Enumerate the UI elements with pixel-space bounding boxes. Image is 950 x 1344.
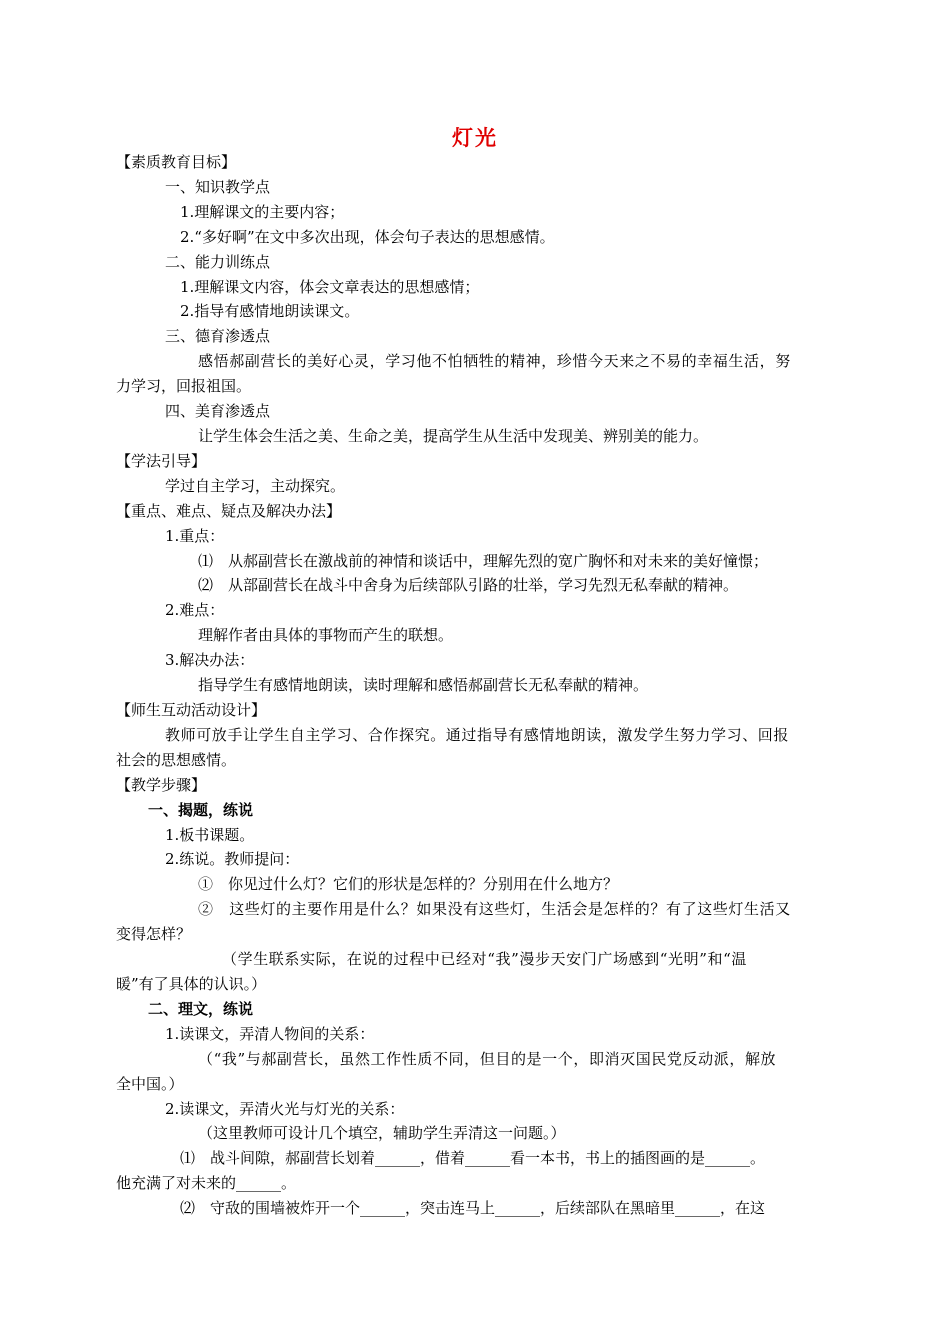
paragraph-line: 感悟郝副营长的美好心灵，学习他不怕牺牲的精神，珍惜今天来之不易的幸福生活，努 (198, 352, 791, 370)
list-item: 2.指导有感情地朗读课文。 (180, 302, 360, 320)
list-item: ② 这些灯的主要作用是什么？如果没有这些灯，生活会是怎样的？有了这些灯生活又 (198, 900, 791, 918)
paragraph-line: 他充满了对未来的______。 (116, 1174, 297, 1192)
section-heading: 【师生互动活动设计】 (116, 701, 267, 719)
paragraph-line: 学过自主学习，主动探究。 (165, 477, 346, 495)
list-item: ⑵ 守敌的围墙被炸开一个______，突击连马上______，后续部队在黑暗里______，在这 (180, 1199, 766, 1217)
section-heading: 【重点、难点、疑点及解决办法】 (116, 502, 342, 520)
list-item: ⑴ 战斗间隙，郝副营长划着______，借着______看一本书，书上的插图画的是______。 (180, 1149, 766, 1167)
list-item: ① 你见过什么灯？它们的形状是怎样的？分别用在什么地方？ (198, 875, 619, 893)
list-item: 1.板书课题。 (165, 826, 255, 844)
document-title: 灯光 (452, 126, 498, 150)
paragraph-line: （“我”与郝副营长，虽然工作性质不同，但目的是一个，即消灭国民党反动派，解放 (198, 1050, 777, 1068)
section-heading: 【素质教育目标】 (116, 153, 237, 171)
section-heading: 【学法引导】 (116, 452, 207, 470)
subheading: 一、知识教学点 (165, 178, 271, 196)
list-item: 2.练说。教师提问： (165, 850, 300, 868)
paragraph-line: （学生联系实际，在说的过程中已经对“我”漫步天安门广场感到“光明”和“温 (222, 950, 747, 968)
paragraph-line: 指导学生有感情地朗读，读时理解和感悟郝副营长无私奉献的精神。 (198, 676, 649, 694)
paragraph-line: 全中国。） (116, 1075, 184, 1093)
paragraph-line: 力学习，回报祖国。 (116, 377, 252, 395)
list-item: ⑴ 从郝副营长在激战前的神情和谈话中，理解先烈的宽广胸怀和对未来的美好憧憬； (198, 552, 769, 570)
step-heading: 二、理文，练说 (148, 1000, 254, 1018)
list-item: 1.理解课文内容，体会文章表达的思想感情； (180, 278, 480, 296)
list-item: 1.理解课文的主要内容； (180, 203, 345, 221)
list-item: 2.“多好啊”在文中多次出现，体会句子表达的思想感情。 (180, 228, 555, 246)
paragraph-line: 变得怎样？ (116, 925, 192, 943)
subheading: 三、德育渗透点 (165, 327, 271, 345)
step-heading: 一、揭题，练说 (148, 801, 254, 819)
list-item: 1.重点： (165, 527, 225, 545)
list-item: ⑵ 从部副营长在战斗中舍身为后续部队引路的壮举，学习先烈无私奉献的精神。 (198, 576, 739, 594)
paragraph-line: 让学生体会生活之美、生命之美，提高学生从生活中发现美、辨别美的能力。 (198, 427, 709, 445)
paragraph-line: 理解作者由具体的事物而产生的联想。 (198, 626, 454, 644)
list-item: 2.难点： (165, 601, 225, 619)
paragraph-line: 教师可放手让学生自主学习、合作探究。通过指导有感情地朗读，激发学生努力学习、回报 (165, 726, 790, 744)
list-item: 3.解决办法： (165, 651, 255, 669)
paragraph-line: 暖”有了具体的认识。） (116, 975, 267, 993)
subheading: 四、美育渗透点 (165, 402, 271, 420)
paragraph-line: 社会的思想感情。 (116, 751, 237, 769)
subheading: 二、能力训练点 (165, 253, 271, 271)
section-heading: 【教学步骤】 (116, 776, 207, 794)
list-item: 1.读课文，弄清人物间的关系： (165, 1025, 375, 1043)
paragraph-line: （这里教师可设计几个填空，辅助学生弄清这一问题。） (198, 1124, 566, 1142)
list-item: 2.读课文，弄清火光与灯光的关系： (165, 1100, 405, 1118)
